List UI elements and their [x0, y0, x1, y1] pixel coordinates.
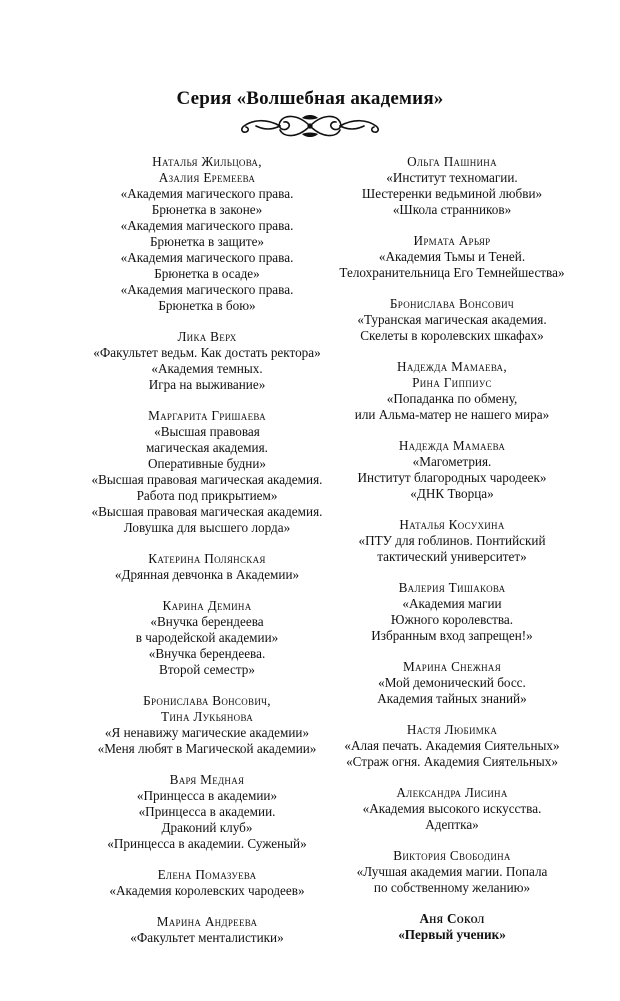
book-title-line: «Попаданка по обмену, [386, 391, 518, 406]
author-name: Карина Демина [162, 598, 252, 613]
book-title-line: Ловушка для высшего лорда» [123, 520, 291, 535]
author-name: Лика Верх [177, 329, 237, 344]
author-name: Бронислава Вонсович, [143, 693, 271, 708]
book-title-line: «Дрянная девчонка в Академии» [114, 567, 300, 582]
left-column [84, 154, 330, 961]
right-column [334, 154, 570, 958]
book-title-line: «Алая печать. Академия Сиятельных» [344, 738, 560, 753]
book-title-line: Работа под прикрытием» [136, 488, 278, 503]
book-title-line: «Магометрия. [412, 454, 492, 469]
page-title: Серия «Волшебная академия» [176, 87, 444, 109]
book-title-line: «Принцесса в академии. [138, 804, 276, 819]
author-name: Катерина Полянская [148, 551, 266, 566]
book-title-line: Скелеты в королевских шкафах» [360, 328, 544, 343]
series-entry [334, 659, 570, 707]
book-title-line: Второй семестр» [159, 662, 255, 677]
book-title-line: «Внучка берендеева [150, 614, 264, 629]
series-entry [84, 914, 330, 946]
book-title-line: «Академия магического права. [120, 250, 294, 265]
book-title-line: «ПТУ для гоблинов. Понтийский [358, 533, 546, 548]
series-entry [334, 911, 570, 943]
book-title-line: Брюнетка в бою» [158, 298, 256, 313]
series-entry [84, 693, 330, 757]
book-title-line: Институт благородных чародеек» [357, 470, 547, 485]
author-name: Рина Гиппиус [412, 375, 492, 390]
series-entry [84, 329, 330, 393]
series-entry [334, 438, 570, 502]
book-title-line: «Академия магического права. [120, 218, 294, 233]
author-name: Аня Сокол [419, 911, 485, 926]
author-name: Ольга Пашнина [407, 154, 497, 169]
book-title-line: «Высшая правовая магическая академия. [91, 504, 323, 519]
author-name: Настя Любимка [406, 722, 498, 737]
series-entry [334, 359, 570, 423]
book-title-line: «Страж огня. Академия Сиятельных» [346, 754, 558, 769]
book-title-line: «Внучка берендеева. [148, 646, 266, 661]
book-title-line: «Школа странников» [392, 202, 512, 217]
series-entry [84, 598, 330, 678]
book-title-line: «Факультет менталистики» [130, 930, 284, 945]
book-title-line: Оперативные будни» [147, 456, 267, 471]
book-title-line: по собственному желанию» [373, 880, 531, 895]
book-title-line: «Туранская магическая академия. [357, 312, 547, 327]
author-name: Ирмата Арьяр [413, 233, 491, 248]
book-title-line: Телохранительница Его Темнейшества» [339, 265, 565, 280]
series-entry [334, 233, 570, 281]
book-title-line: «Лучшая академия магии. Попала [356, 864, 548, 879]
series-entry [84, 772, 330, 852]
author-name: Маргарита Гришаева [148, 408, 266, 423]
series-entry [84, 154, 330, 314]
book-title-line: «Принцесса в академии. Суженый» [107, 836, 307, 851]
book-title-line: Игра на выживание» [148, 377, 266, 392]
author-name: Александра Лисина [396, 785, 508, 800]
series-entry [84, 551, 330, 583]
book-title-line: Шестеренки ведьминой любви» [361, 186, 543, 201]
author-name: Варя Медная [169, 772, 245, 787]
flourish-ornament-icon [236, 108, 384, 144]
series-entry [334, 580, 570, 644]
book-title-line: «Принцесса в академии» [136, 788, 278, 803]
author-name: Наталья Косухина [399, 517, 505, 532]
book-title-line: «Меня любят в Магической академии» [97, 741, 317, 756]
author-name: Бронислава Вонсович [389, 296, 515, 311]
book-title-line: магическая академия. [146, 440, 268, 455]
book-title-line: «Академия магического права. [120, 186, 294, 201]
series-entry [334, 722, 570, 770]
author-name: Азалия Еремеева [158, 170, 256, 185]
book-title-line: тактический университет» [377, 549, 527, 564]
book-title-line: Брюнетка в защите» [149, 234, 265, 249]
series-entry [84, 867, 330, 899]
book-title-line: «Высшая правовая [154, 424, 260, 439]
series-entry [334, 296, 570, 344]
book-title-line: Избранным вход запрещен!» [371, 628, 533, 643]
book-title-line: «Мой демонический босс. [378, 675, 526, 690]
author-name: Марина Снежная [402, 659, 502, 674]
book-title-line: в чародейской академии» [135, 630, 279, 645]
book-title-line: или Альма-матер не нашего мира» [354, 407, 550, 422]
book-title-line: Академия тайных знаний» [377, 691, 527, 706]
book-title-line: Брюнетка в осаде» [154, 266, 260, 281]
book-title-line: «ДНК Творца» [410, 486, 494, 501]
book-title-line: «Академия королевских чародеев» [109, 883, 305, 898]
author-name: Марина Андреева [156, 914, 258, 929]
book-title-line: «Академия высокого искусства. [362, 801, 542, 816]
author-name: Елена Помазуева [157, 867, 257, 882]
book-title-line: Брюнетка в законе» [151, 202, 263, 217]
author-name: Надежда Мамаева [398, 438, 506, 453]
series-entry [334, 785, 570, 833]
series-entry [84, 408, 330, 536]
book-title-line: «Академия темных. [151, 361, 263, 376]
book-title-line: Южного королевства. [390, 612, 514, 627]
book-title-line: Драконий клуб» [161, 820, 253, 835]
book-title-line: «Академия магии [402, 596, 502, 611]
author-name: Виктория Свободина [393, 848, 511, 863]
book-title-line: Адептка» [425, 817, 479, 832]
book-title-line: «Факультет ведьм. Как достать ректора» [93, 345, 321, 360]
book-title-line: «Академия Тьмы и Теней. [378, 249, 526, 264]
book-title-line: «Высшая правовая магическая академия. [91, 472, 323, 487]
author-name: Наталья Жильцова, [152, 154, 262, 169]
series-entry [334, 517, 570, 565]
series-entry [334, 154, 570, 218]
book-title-line: «Институт техномагии. [386, 170, 518, 185]
author-name: Валерия Тишакова [398, 580, 506, 595]
book-title-line: «Академия магического права. [120, 282, 294, 297]
book-title-line: «Я ненавижу магические академии» [104, 725, 310, 740]
author-name: Тина Лукьянова [161, 709, 253, 724]
series-entry [334, 848, 570, 896]
book-title-line: «Первый ученик» [398, 927, 506, 942]
author-name: Надежда Мамаева, [397, 359, 507, 374]
